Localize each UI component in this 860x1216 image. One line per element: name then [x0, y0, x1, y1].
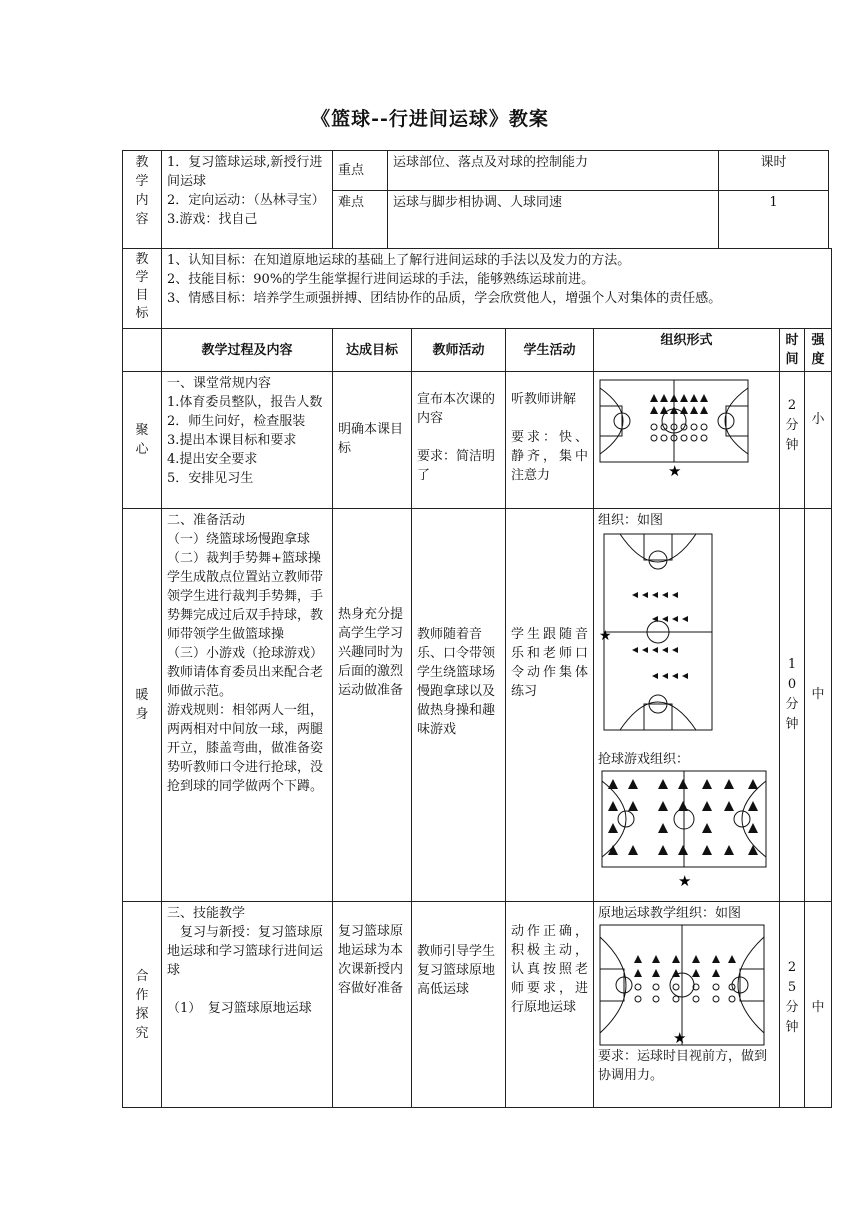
- section-intensity: 中: [805, 902, 832, 1108]
- star-icon: ★: [678, 872, 692, 889]
- org-text: 抢球游戏组织：: [598, 752, 690, 767]
- section-goal: 明确本课目标: [333, 372, 412, 509]
- student-markers: [650, 394, 708, 414]
- org-diagram-explore: [594, 902, 780, 1108]
- col-process: 教学过程及内容: [162, 329, 333, 372]
- court-diagram: [598, 378, 774, 478]
- star-icon: ★: [668, 462, 682, 478]
- ball-markers: [651, 424, 707, 441]
- objective-line: 2、技能目标：90%的学生能掌握行进间运球的手法，能够熟练运球前进。: [167, 272, 595, 287]
- star-icon: ★: [599, 628, 612, 644]
- ball-markers: [635, 984, 735, 1002]
- objectives-table: [122, 248, 832, 329]
- court-diagram: [598, 530, 774, 750]
- content-item: 1．复习篮球运球,新授行进间运球: [167, 155, 323, 189]
- game-diagram: [598, 769, 774, 889]
- objective-line: 3、情感目标：培养学生顽强拼搏、团结协作的品质，学会欣赏他人，增强个人对集体的责任感。: [167, 291, 722, 306]
- org-text: 组织：如图: [598, 513, 664, 528]
- col-time: 时间: [780, 329, 805, 372]
- content-header: 教 学 内 容: [123, 151, 162, 249]
- col-goal: 达成目标: [333, 329, 412, 372]
- section-student: 听教师讲解 要求：快、静齐，集中注意力: [506, 372, 594, 509]
- content-item: 3.游戏：找自己: [167, 212, 258, 227]
- content-items: [162, 151, 333, 249]
- section-time: 1 0 分 钟: [780, 509, 805, 902]
- section-intensity: 中: [805, 509, 832, 902]
- section-time: 2 分 钟: [780, 372, 805, 509]
- section-goal: 复习篮球原地运球为本次课新授内容做好准备: [333, 902, 412, 1108]
- student-markers: [608, 779, 758, 855]
- objectives-header: 教 学 目 标: [123, 249, 162, 329]
- section-teacher: 宣布本次课的内容 要求：简洁明了: [412, 372, 506, 509]
- section-head-focus: 聚 心: [123, 372, 162, 509]
- col-org: 组织形式: [594, 329, 780, 372]
- star-icon: ★: [673, 1029, 687, 1047]
- org-text: 原地运球教学组织：如图: [598, 906, 742, 921]
- diff-label: 难点: [333, 191, 388, 249]
- section-head-warmup: 暖 身: [123, 509, 162, 902]
- section-intensity: 小: [805, 372, 832, 509]
- hours-value: 1: [719, 191, 829, 249]
- court-diagram: [598, 923, 774, 1047]
- section-teacher: 教师引导学生复习篮球原地高低运球: [412, 902, 506, 1108]
- hours-label: 课时: [719, 151, 829, 191]
- lesson-plan-table: [122, 150, 829, 249]
- section-goal: 热身充分提高学生学习兴趣同时为后面的激烈运动做准备: [333, 509, 412, 902]
- section-student: 动作正确，积极主动，认真按照老师要求，进行原地运球: [506, 902, 594, 1108]
- col-student: 学生活动: [506, 329, 594, 372]
- section-head-explore: 合 作 探 究: [123, 902, 162, 1108]
- key-text: 运球部位、落点及对球的控制能力: [388, 151, 719, 191]
- objectives-body: [162, 249, 832, 329]
- diff-text: 运球与脚步相协调、人球同速: [388, 191, 719, 249]
- section-teacher: 教师随着音乐、口令带领学生绕篮球场慢跑拿球以及做热身操和趣味游戏: [412, 509, 506, 902]
- section-process: 一、课堂常规内容 1.体育委员整队，报告人数 2．师生问好，检查服装 3.提出本课目标和要求 4.提出安全要求 5．安排见习生: [162, 372, 333, 509]
- arrow-markers: [632, 592, 688, 679]
- org-diagram-warmup: [594, 509, 780, 902]
- section-process: 二、准备活动 （一）绕篮球场慢跑拿球 （二）裁判手势舞+篮球操 学生成散点位置站立教师带领学生进行裁判手势舞，手势舞完成过后双手持球，教师带领学生做篮球操 （三）小游戏（抢球游戏） 教师请体育委员出来配合老师做示范。 游戏规则：相邻两人一组，两两相对中间放一球，两腿开立，膝盖弯曲，做准备姿势听教师口令进行抢球，没抢到球的同学做两个下蹲。: [162, 509, 333, 902]
- org-text: 要求：运球时目视前方，做到协调用力。: [598, 1049, 768, 1083]
- key-label: 重点: [333, 151, 388, 191]
- section-process: 三、技能教学 复习与新授：复习篮球原地运球和学习篮球行进间运球 （1） 复习篮球原地运球: [162, 902, 333, 1108]
- section-time: 2 5 分 钟: [780, 902, 805, 1108]
- content-item: 2．定向运动：（丛林寻宝）: [167, 193, 325, 208]
- page-title: 《篮球--行进间运球》教案: [311, 108, 549, 130]
- col-intensity: 强度: [805, 329, 832, 372]
- org-diagram-focus: [594, 372, 780, 509]
- process-table: [122, 328, 832, 1108]
- section-student: 学生跟随音乐和老师口令动作集体练习: [506, 509, 594, 902]
- objective-line: 1、认知目标：在知道原地运球的基础上了解行进间运球的手法以及发力的方法。: [167, 253, 631, 268]
- col-teacher: 教师活动: [412, 329, 506, 372]
